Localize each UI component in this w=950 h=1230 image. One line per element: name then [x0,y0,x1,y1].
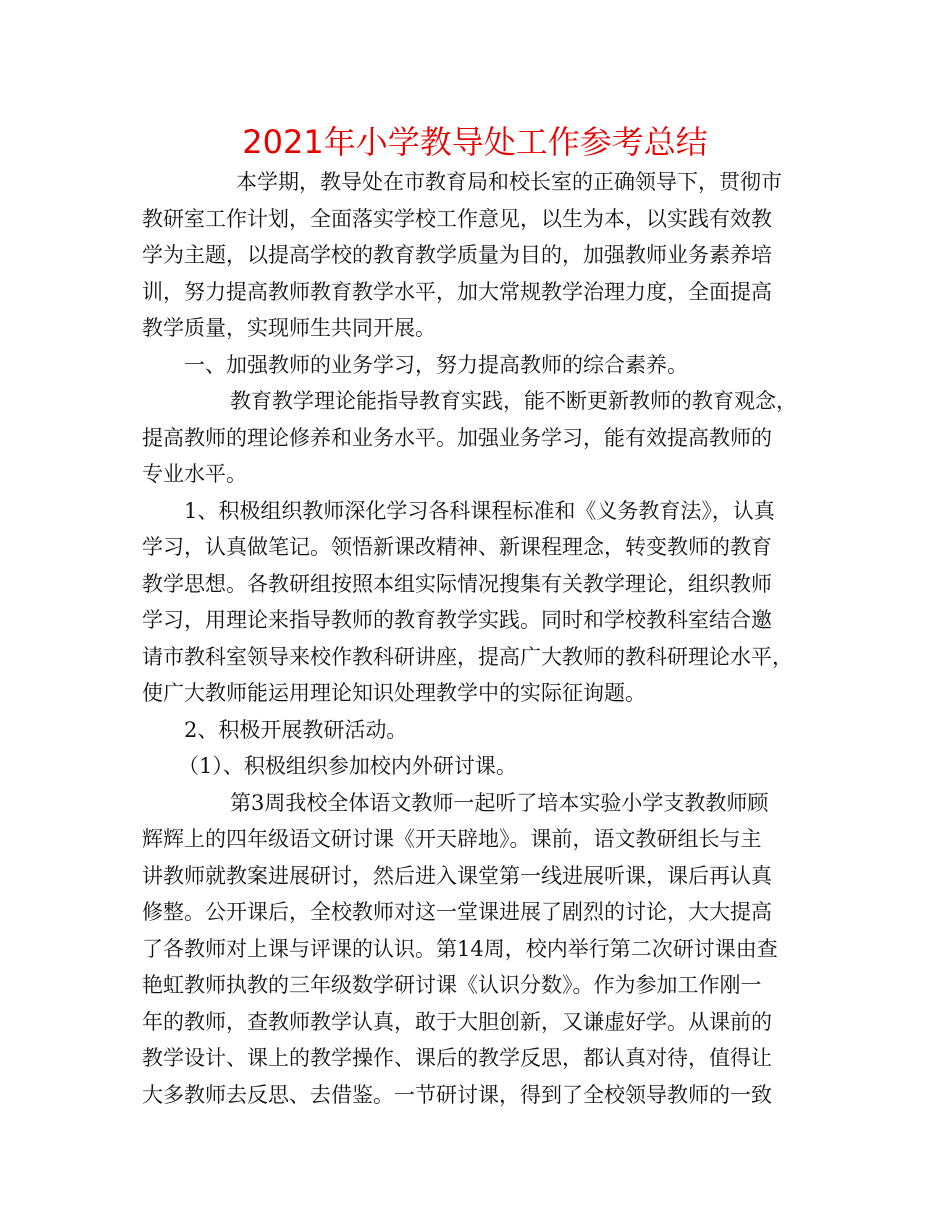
paragraph-line: 教研室工作计划，全面落实学校工作意见，以生为本，以实践有效教 [142,206,772,231]
document-body [142,164,832,1113]
subsection-heading: （1）、积极组织参加校内外研讨课。 [178,754,517,778]
paragraph-line: 教学设计、课上的教学操作、课后的教学反思，都认真对待，值得让 [142,1046,772,1070]
paragraph-line: 辉辉上的四年级语文研讨课《开天辟地》。课前，语文教研组长与主 [142,827,762,851]
subsection-heading: 2、积极开展教研活动。 [184,717,408,742]
section-heading: 一、加强教师的业务学习，努力提高教师的综合素养。 [184,352,688,377]
paragraph-line: 学习，用理论来指导教师的教育教学实践。同时和学校教科室结合邀 [142,608,772,632]
document-title: 2021年小学教导处工作参考总结 [242,123,708,161]
paragraph-line: 训，努力提高教师教育教学水平，加大常规教学治理力度，全面提高 [142,279,772,304]
paragraph-line: 教学思想。各教研组按照本组实际情况搜集有关教学理论，组织教师 [142,571,772,596]
paragraph-line: 本学期，教导处在市教育局和校长室的正确领导下，贯彻市 [236,170,782,194]
paragraph-line: 大多教师去反思、去借鉴。一节研讨课，得到了全校领导教师的一致 [142,1082,772,1107]
paragraph-line: 第3周我校全体语文教师一起听了培本实验小学支教教师顾 [230,790,769,815]
paragraph-line: 提高教师的理论修养和业务水平。加强业务学习，能有效提高教师的 [142,425,772,450]
paragraph-line: 了各教师对上课与评课的认识。第14周，校内举行第二次研讨课由查 [142,936,778,961]
paragraph-line: 讲教师就教案进展研讨，然后进入课堂第一线进展听课，课后再认真 [142,863,772,888]
paragraph-line: 使广大教师能运用理论知识处理教学中的实际征询题。 [142,681,646,705]
paragraph-line: 请市教科室领导来校作教科研讲座，提高广大教师的教科研理论水平， [142,644,793,669]
paragraph-line: 年的教师，查教师教学认真，敢于大胆创新，又谦虚好学。从课前的 [142,1009,772,1034]
paragraph-line: 学为主题，以提高学校的教育教学质量为目的，加强教师业务素养培 [142,243,772,267]
paragraph-line: 1、积极组织教师深化学习各科课程标准和《义务教育法》，认真 [184,498,775,523]
paragraph-line: 修整。公开课后，全校教师对这一堂课进展了剧烈的讨论，大大提高 [142,900,772,924]
paragraph-line: 教育教学理论能指导教育实践，能不断更新教师的教育观念， [230,389,797,413]
paragraph-line: 艳虹教师执教的三年级数学研讨课《认识分数》。作为参加工作刚一 [142,973,762,997]
paragraph-line: 专业水平。 [142,462,247,486]
paragraph-line: 学习，认真做笔记。领悟新课改精神、新课程理念，转变教师的教育 [142,535,772,559]
paragraph-line: 教学质量，实现师生共同开展。 [142,316,436,340]
